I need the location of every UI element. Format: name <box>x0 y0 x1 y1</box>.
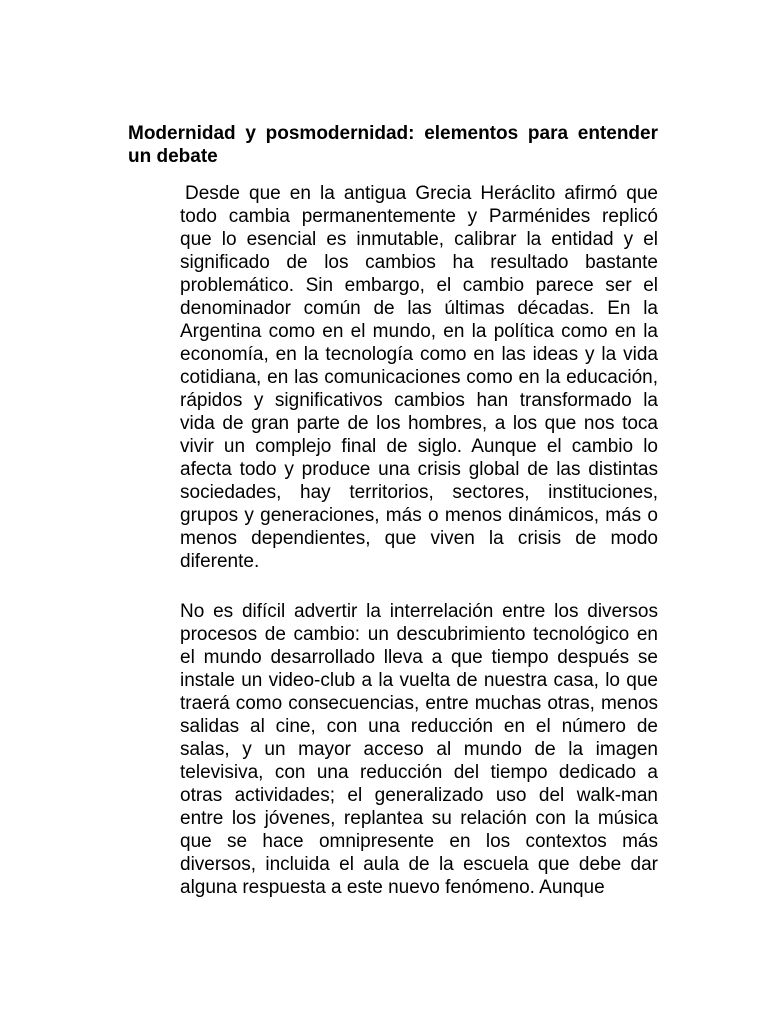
paragraph-1: Desde que en la antigua Grecia Heráclito afirmó que todo cambia permanentemente y Parménides replicó que lo esencial es inmutable, calibrar la entidad y el significado de los cambios ha resultado bastante problemático. Sin embargo, el cambio parece ser el denominador común de las últimas décadas. En la Argentina como en el mundo, en la política como en la economía, en la tecnología como en las ideas y la vida cotidiana, en las comunicaciones como en la educación, rápidos y significativos cambios han transformado la vida de gran parte de los hombres, a los que nos toca vivir un complejo final de siglo. Aunque el cambio lo afecta todo y produce una crisis global de las distintas sociedades, hay territorios, sectores, instituciones, grupos y generaciones, más o menos dinámicos, más o menos dependientes, que viven la crisis de modo diferente. <box>180 183 658 572</box>
paragraph-2: No es difícil advertir la interrelación entre los diversos procesos de cambio: un descubrimiento tecnológico en el mundo desarrollado lleva a que tiempo después se instale un video-club a la vuelta de nuestra casa, lo que traerá como consecuencias, entre muchas otras, menos salidas al cine, con una reducción en el número de salas, y un mayor acceso al mundo de la imagen televisiva, con una reducción del tiempo dedicado a otras actividades; el generalizado uso del walk-man entre los jóvenes, replantea su relación con la música que se hace omnipresente en los contextos más diversos, incluida el aula de la escuela que debe dar alguna respuesta a este nuevo fenómeno. Aunque <box>180 601 658 898</box>
document-title: Modernidad y posmodernidad: elementos para entender un debate <box>128 123 658 167</box>
